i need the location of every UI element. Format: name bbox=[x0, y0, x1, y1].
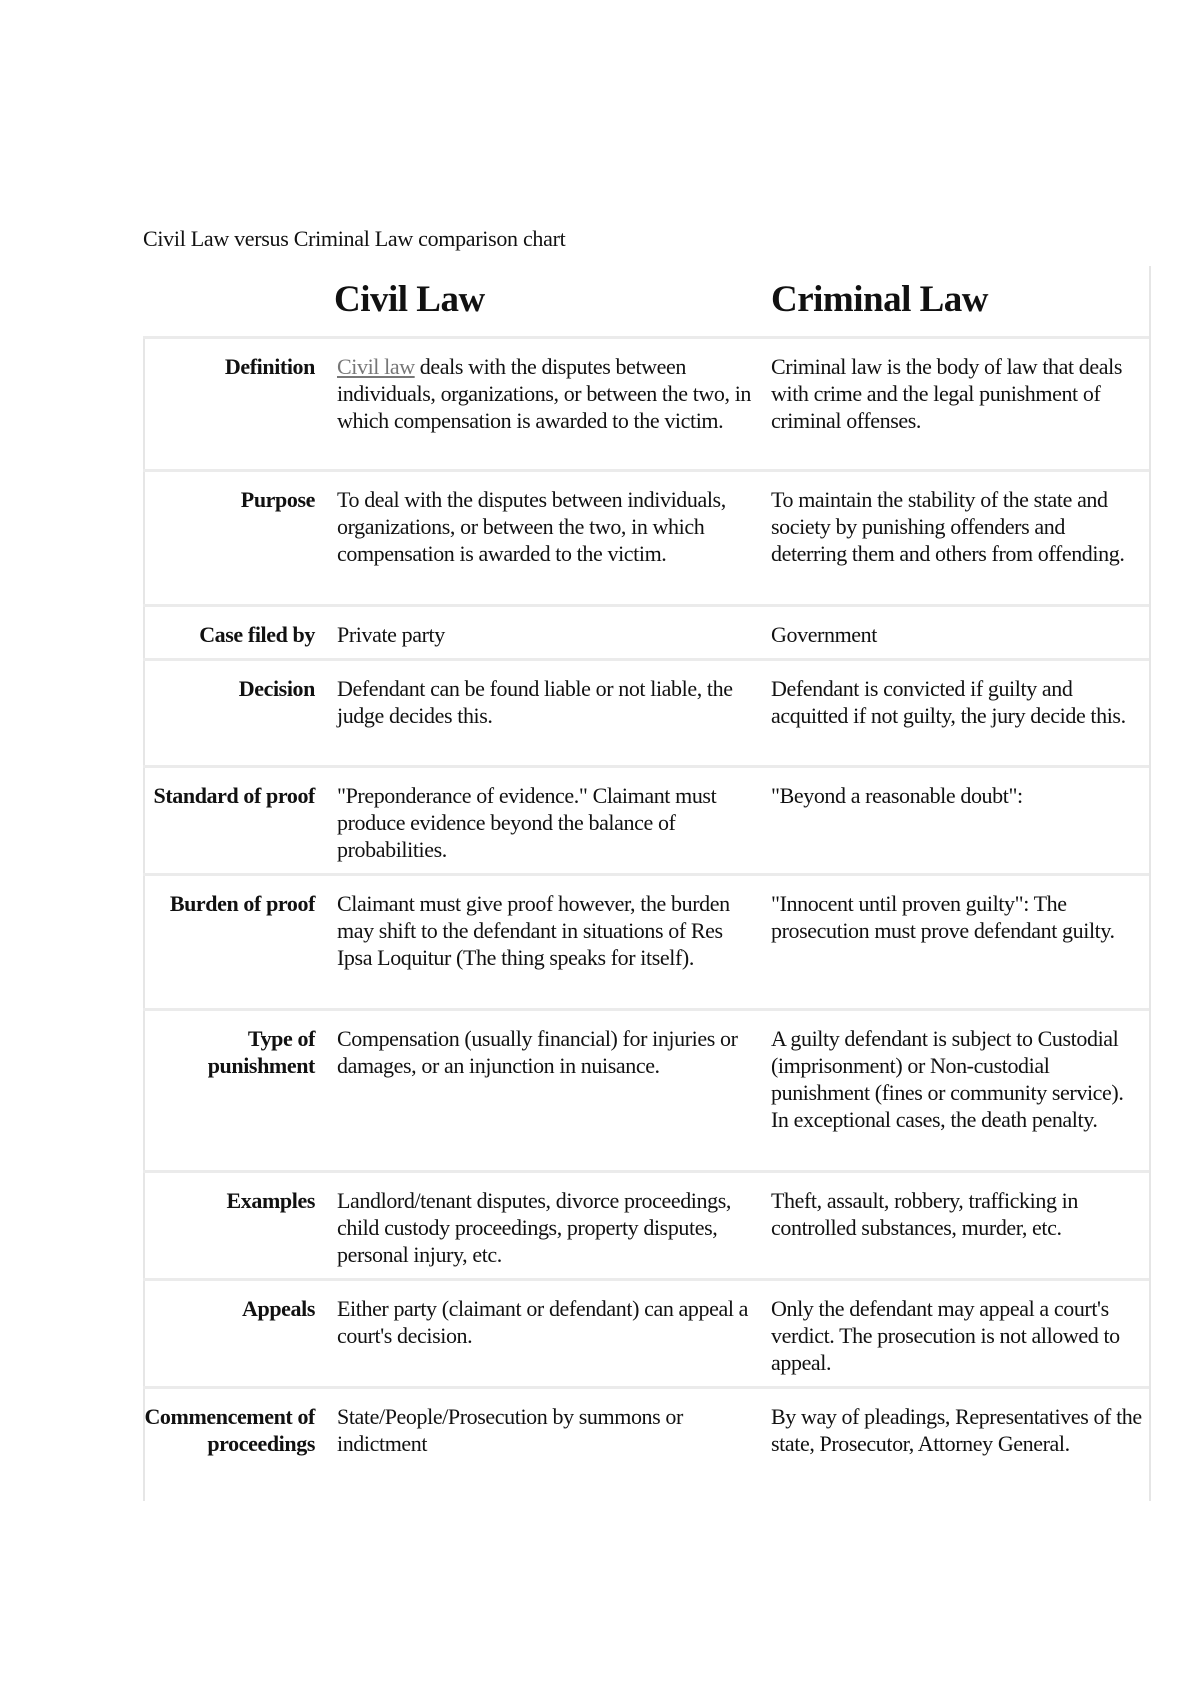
table-row-commencement-of-proceedings bbox=[143, 1386, 1149, 1504]
row-label: Decision bbox=[238, 676, 315, 701]
chart-title: Civil Law versus Criminal Law comparison chart bbox=[143, 226, 566, 251]
criminal-cell: "Innocent until proven guilty": The prosecution must prove defendant guilty. bbox=[771, 891, 1115, 943]
row-label: Standard of proof bbox=[153, 783, 315, 808]
criminal-cell: Government bbox=[771, 622, 877, 647]
civil-cell: State/People/Prosecution by summons or indictment bbox=[337, 1404, 683, 1456]
row-label: Examples bbox=[226, 1188, 315, 1213]
table-row-burden-of-proof bbox=[143, 873, 1149, 1011]
row-label: Definition bbox=[224, 354, 315, 379]
criminal-cell: "Beyond a reasonable doubt": bbox=[771, 783, 1023, 808]
comparison-table bbox=[143, 266, 1151, 1501]
table-row-type-of-punishment bbox=[143, 1008, 1149, 1173]
table-row-decision bbox=[143, 658, 1149, 768]
table-row-purpose bbox=[143, 469, 1149, 607]
civil-cell: To deal with the disputes between individuals, organizations, or between the two, in which compensation is awarded to the victim. bbox=[337, 487, 726, 566]
row-label: Type of punishment bbox=[207, 1026, 315, 1078]
table-row-case-filed-by bbox=[143, 604, 1149, 661]
criminal-cell: A guilty defendant is subject to Custodial (imprisonment) or Non-custodial punishment (fines or community service). In exceptional cases, the death penalty. bbox=[771, 1026, 1124, 1132]
criminal-cell: By way of pleadings, Representatives of the state, Prosecutor, Attorney General. bbox=[771, 1404, 1142, 1456]
table-row-standard-of-proof bbox=[143, 765, 1149, 876]
criminal-cell: Theft, assault, robbery, trafficking in controlled substances, murder, etc. bbox=[771, 1188, 1078, 1240]
table-row-examples bbox=[143, 1170, 1149, 1281]
criminal-cell: Criminal law is the body of law that deals with crime and the legal punishment of criminal offenses. bbox=[771, 354, 1123, 433]
table-row-definition bbox=[143, 336, 1149, 472]
column-header-civil-law: Civil Law bbox=[334, 279, 485, 320]
civil-cell: Private party bbox=[337, 622, 445, 647]
table-border-right bbox=[1149, 266, 1151, 1501]
civil-cell: Landlord/tenant disputes, divorce proceedings, child custody proceedings, property disputes, personal injury, etc. bbox=[337, 1188, 731, 1267]
criminal-cell: Defendant is convicted if guilty and acquitted if not guilty, the jury decide this. bbox=[771, 676, 1126, 728]
row-label: Appeals bbox=[242, 1296, 315, 1321]
civil-cell-text: deals with the disputes between individuals, organizations, or between the two, in which compensation is awarded to the victim. bbox=[337, 354, 752, 433]
criminal-cell: Only the defendant may appeal a court's verdict. The prosecution is not allowed to appeal. bbox=[771, 1296, 1120, 1375]
table-row-appeals bbox=[143, 1278, 1149, 1389]
row-label: Case filed by bbox=[199, 622, 315, 647]
row-label: Burden of proof bbox=[169, 891, 315, 916]
row-label: Purpose bbox=[240, 487, 315, 512]
civil-cell bbox=[337, 353, 752, 434]
civil-cell: "Preponderance of evidence." Claimant must produce evidence beyond the balance of probabilities. bbox=[337, 783, 717, 862]
civil-cell: Claimant must give proof however, the burden may shift to the defendant in situations of Res Ipsa Loquitur (The thing speaks for itself). bbox=[337, 891, 730, 970]
civil-cell: Either party (claimant or defendant) can appeal a court's decision. bbox=[337, 1296, 749, 1348]
civil-cell: Defendant can be found liable or not liable, the judge decides this. bbox=[337, 676, 733, 728]
civil-law-link[interactable]: Civil law bbox=[337, 354, 415, 379]
table-header bbox=[143, 266, 1149, 336]
criminal-cell: To maintain the stability of the state and society by punishing offenders and deterring them and others from offending. bbox=[771, 487, 1125, 566]
civil-cell: Compensation (usually financial) for injuries or damages, or an injunction in nuisance. bbox=[337, 1026, 738, 1078]
row-label: Commencement of proceedings bbox=[144, 1404, 315, 1456]
column-header-criminal-law: Criminal Law bbox=[771, 279, 989, 320]
